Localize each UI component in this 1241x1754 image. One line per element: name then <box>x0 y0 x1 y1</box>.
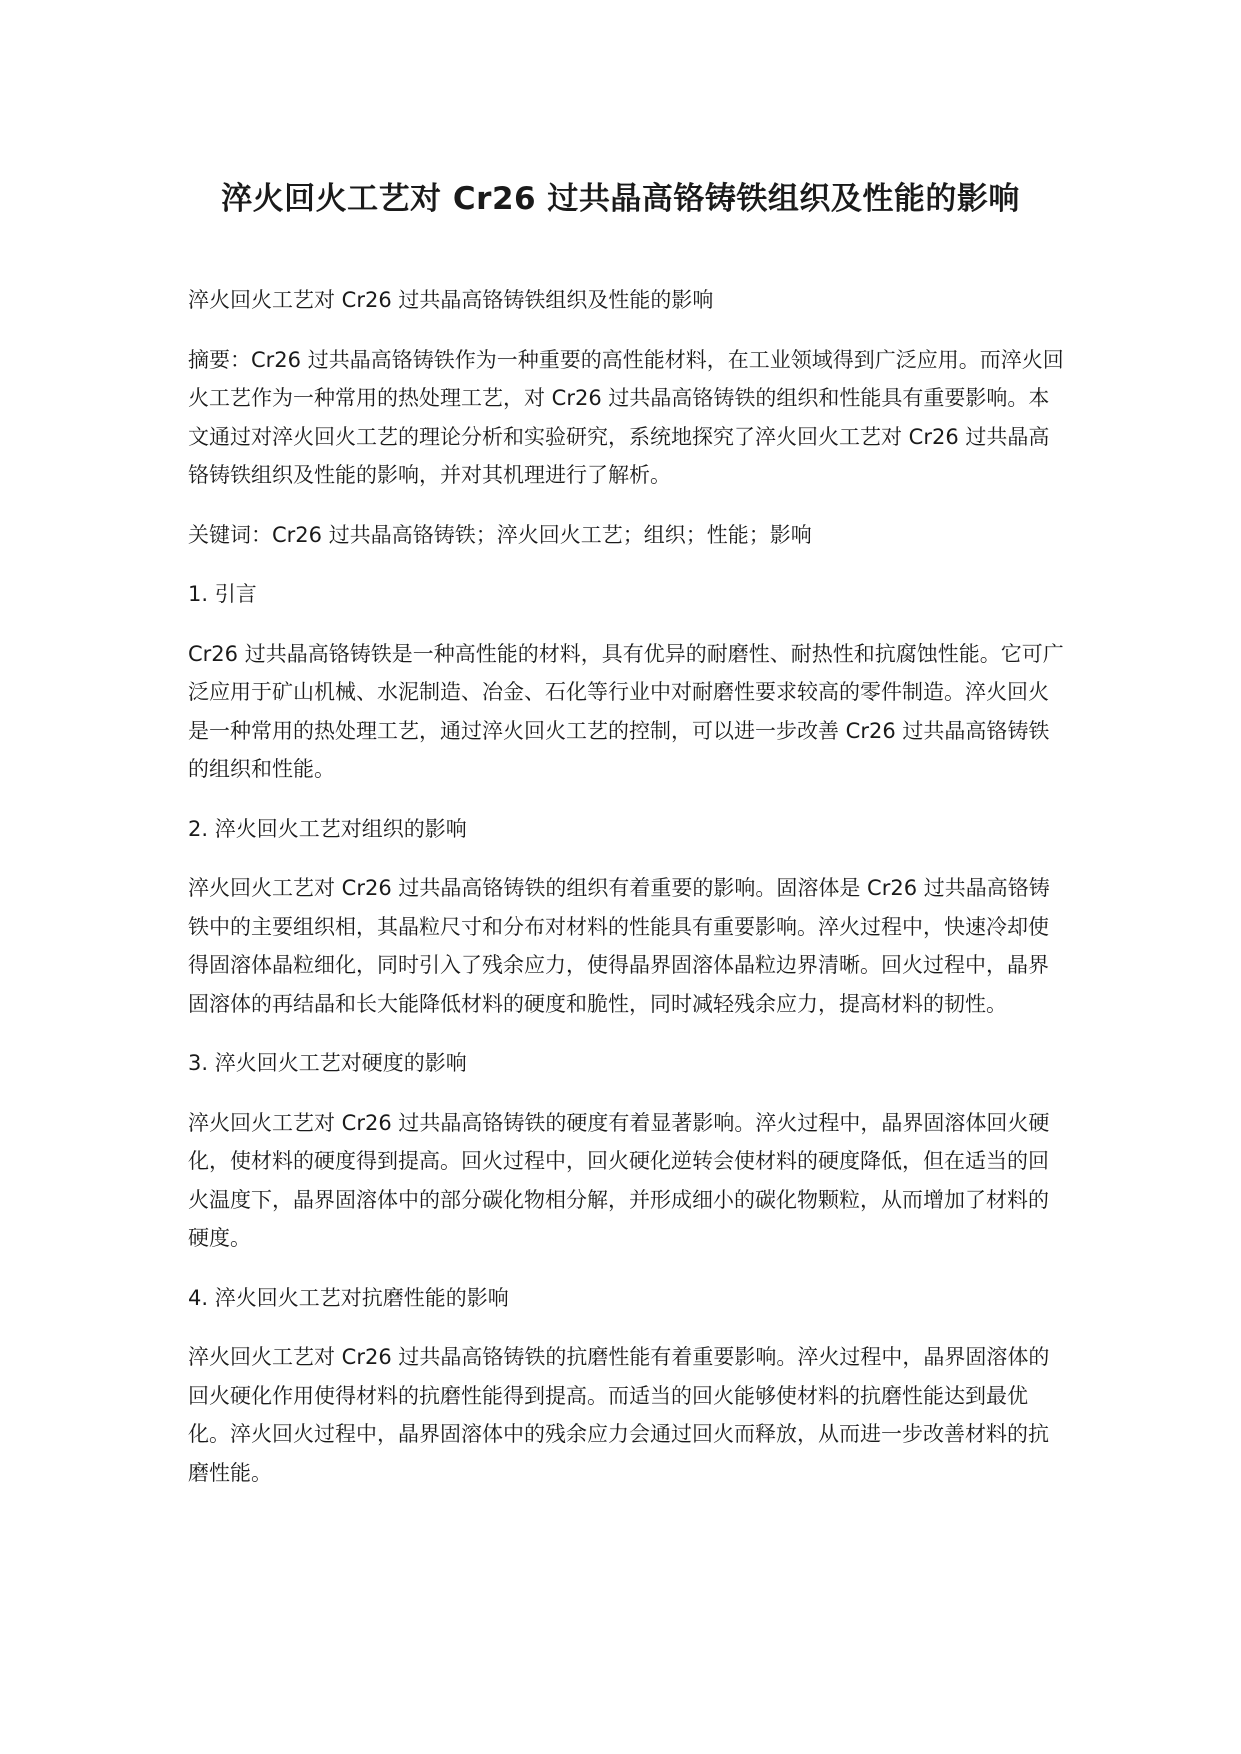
document-title: 淬火回火工艺对 Cr26 过共晶高铬铸铁组织及性能的影响 <box>221 181 1020 217</box>
section-body-hardness: 淬火回火工艺对 Cr26 过共晶高铬铸铁的硬度有着显著影响。淬火过程中，晶界固溶体回火硬化，使材料的硬度得到提高。回火过程中，回火硬化逆转会使材料的硬度降低，但在适当的回火温度下，晶界固溶体中的部分碳化物相分解，并形成细小的碳化物颗粒，从而增加了材料的硬度。 <box>188 1110 1050 1250</box>
section-body-wear-resistance: 淬火回火工艺对 Cr26 过共晶高铬铸铁的抗磨性能有着重要影响。淬火过程中，晶界固溶体的回火硬化作用使得材料的抗磨性能得到提高。而适当的回火能够使材料的抗磨性能达到最优化。淬火回火过程中，晶界固溶体中的残余应力会通过回火而释放，从而进一步改善材料的抗磨性能。 <box>188 1345 1050 1485</box>
document-subtitle: 淬火回火工艺对 Cr26 过共晶高铬铸铁组织及性能的影响 <box>188 288 714 312</box>
section-heading-introduction: 1. 引言 <box>188 582 257 606</box>
abstract-paragraph: 摘要：Cr26 过共晶高铬铸铁作为一种重要的高性能材料，在工业领域得到广泛应用。而淬火回火工艺作为一种常用的热处理工艺，对 Cr26 过共晶高铬铸铁的组织和性能具有重要影响。本文通过对淬火回火工艺的理论分析和实验研究，系统地探究了淬火回火工艺对 Cr26 过共晶高铬铸铁组织及性能的影响，并对其机理进行了解析。 <box>188 347 1064 487</box>
keywords-paragraph: 关键词：Cr26 过共晶高铬铸铁；淬火回火工艺；组织；性能；影响 <box>188 522 812 547</box>
section-heading-hardness: 3. 淬火回火工艺对硬度的影响 <box>188 1051 467 1075</box>
section-heading-wear-resistance: 4. 淬火回火工艺对抗磨性能的影响 <box>188 1285 509 1310</box>
section-body-introduction: Cr26 过共晶高铬铸铁是一种高性能的材料，具有优异的耐磨性、耐热性和抗腐蚀性能。它可广泛应用于矿山机械、水泥制造、冶金、石化等行业中对耐磨性要求较高的零件制造。淬火回火是一种常用的热处理工艺，通过淬火回火工艺的控制，可以进一步改善 Cr26 过共晶高铬铸铁的组织和性能。 <box>188 641 1064 781</box>
section-heading-microstructure: 2. 淬火回火工艺对组织的影响 <box>188 816 467 841</box>
document-body <box>188 281 1068 1513</box>
section-body-microstructure: 淬火回火工艺对 Cr26 过共晶高铬铸铁的组织有着重要的影响。固溶体是 Cr26 过共晶高铬铸铁中的主要组织相，其晶粒尺寸和分布对材料的性能具有重要影响。淬火过程中，快速冷却使得固溶体晶粒细化，同时引入了残余应力，使得晶界固溶体晶粒边界清晰。回火过程中，晶界固溶体的再结晶和长大能降低材料的硬度和脆性，同时减轻残余应力，提高材料的韧性。 <box>188 876 1050 1016</box>
